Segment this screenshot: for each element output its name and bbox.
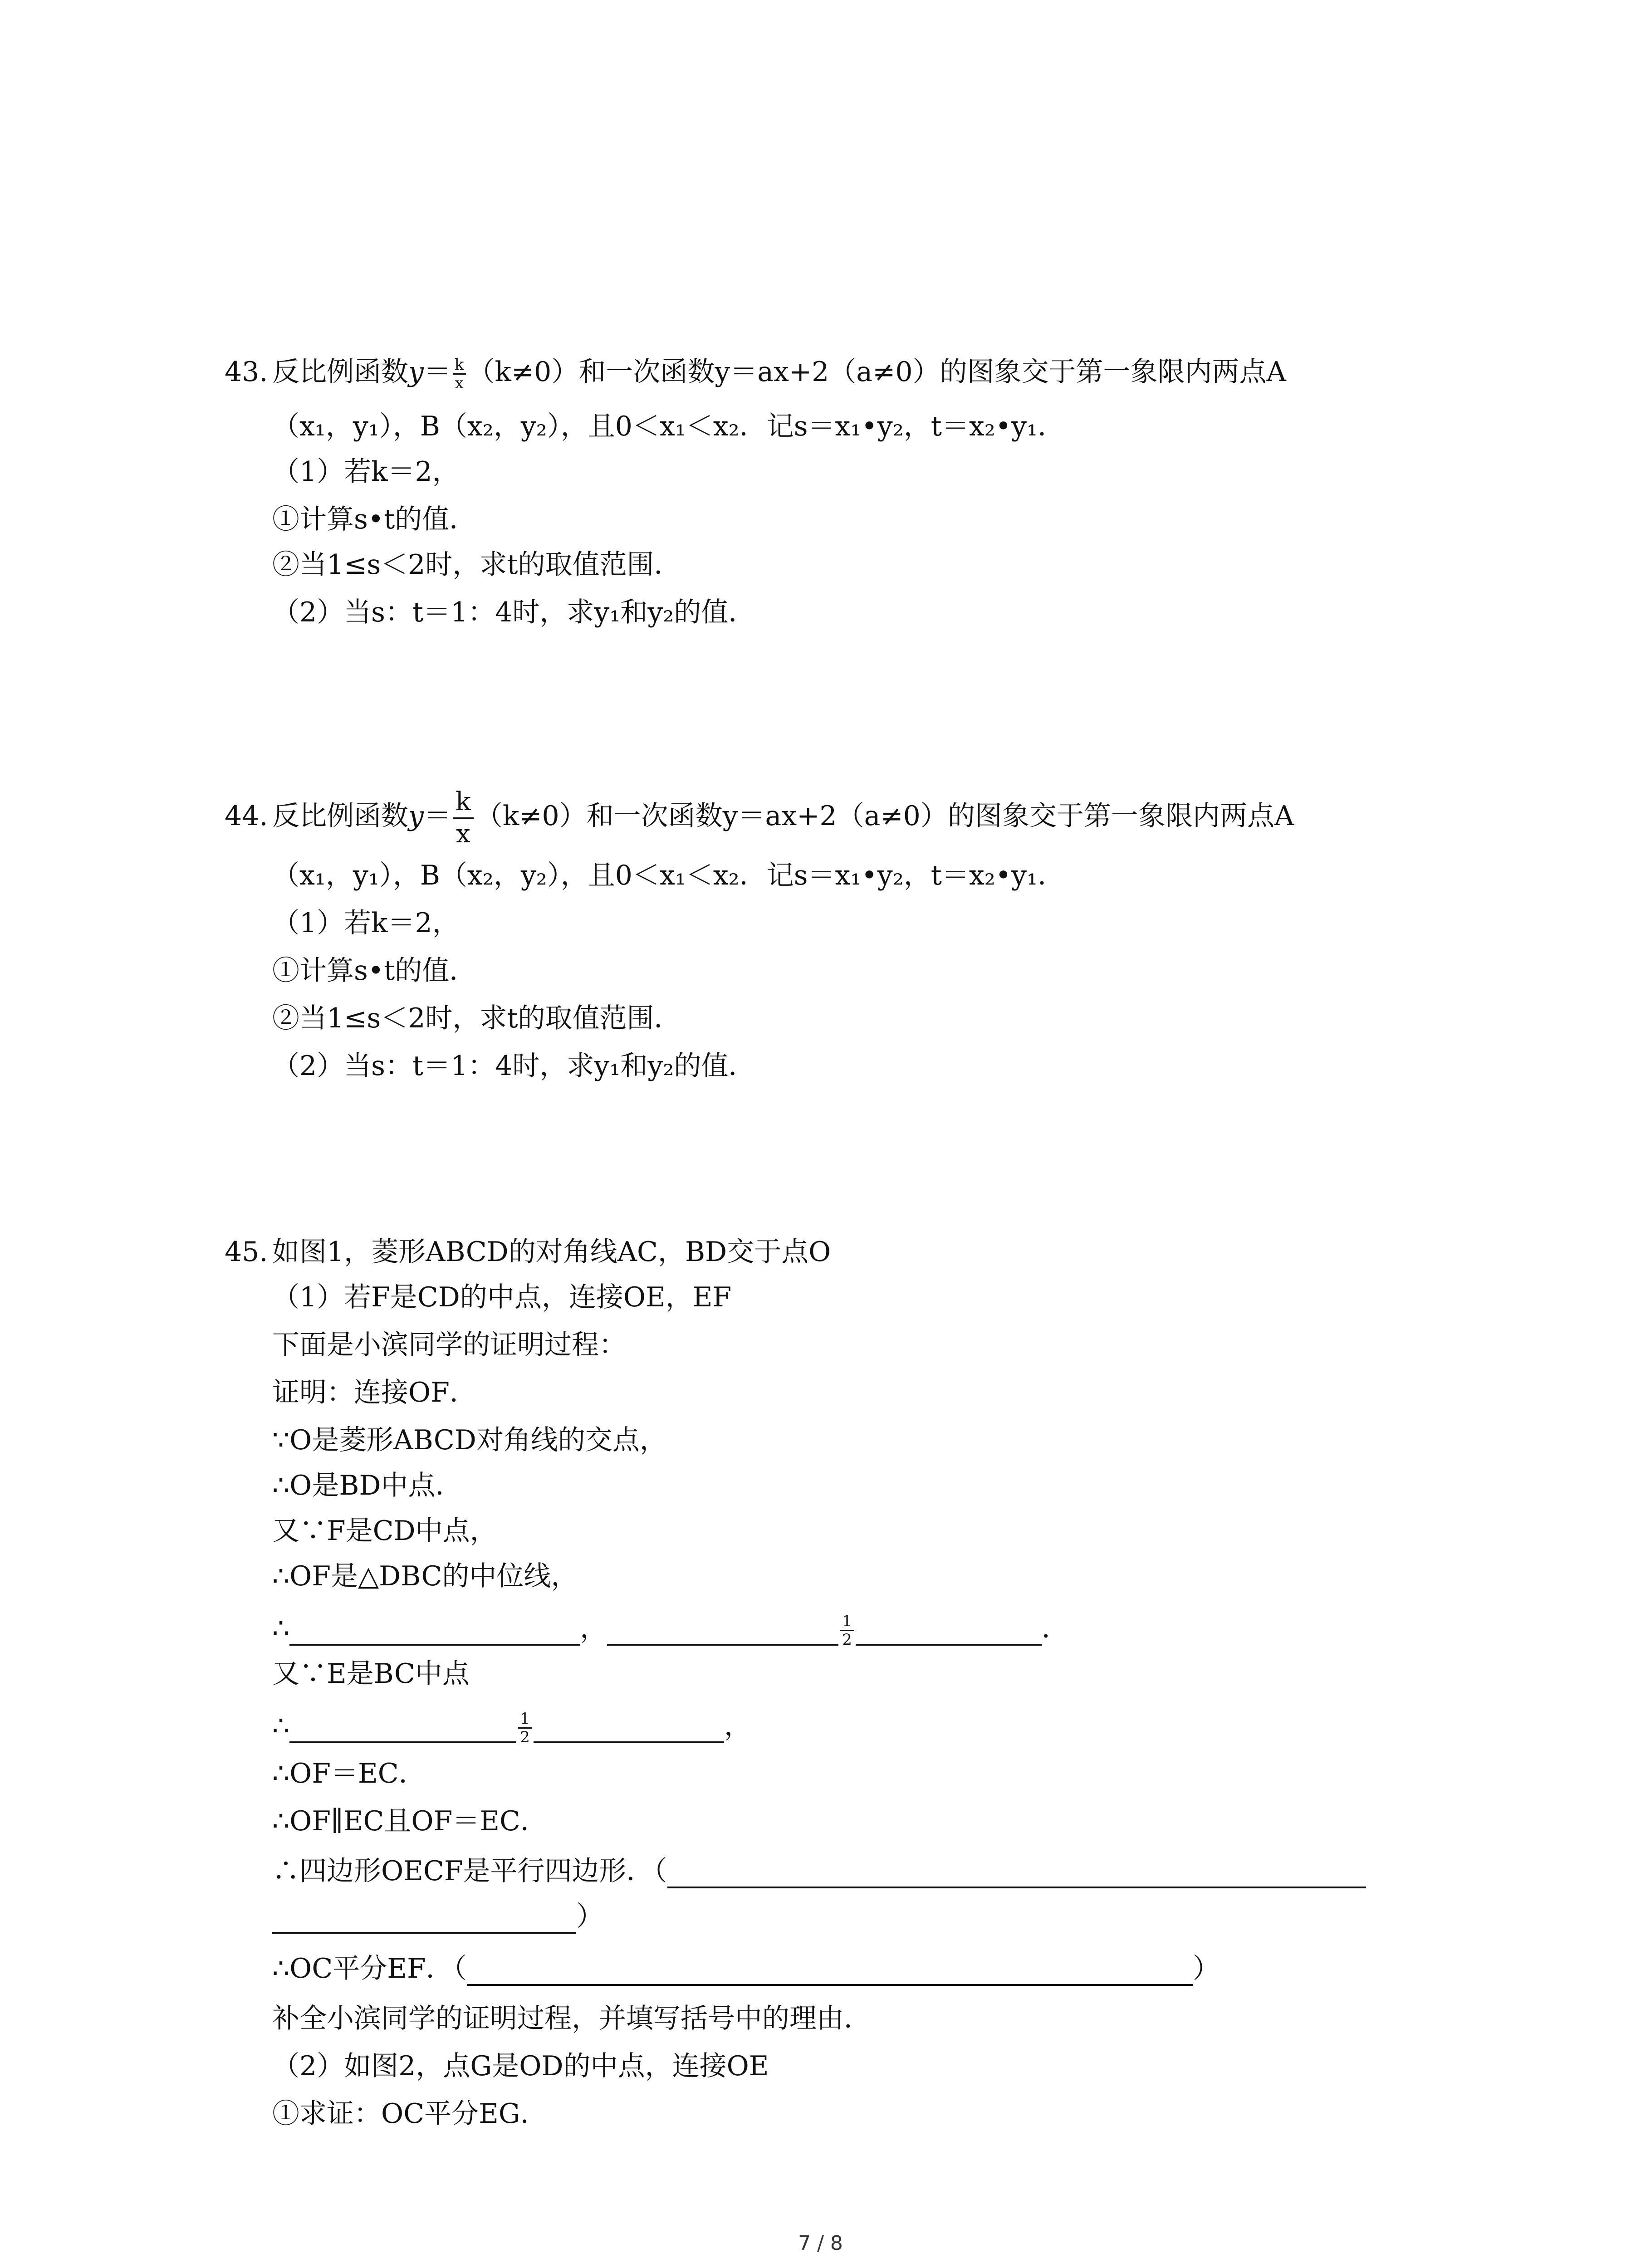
q45-line-2: （1）若F是CD的中点，连接OE，EF <box>272 1281 732 1313</box>
q44-line-5: ②当1≤s＜2时，求t的取值范围． <box>272 1002 681 1034</box>
q43-number: 43. <box>225 356 268 388</box>
q45-line-12: ∴OF＝EC． <box>272 1758 426 1789</box>
fraction-k-over-x: $\frac{k}{x}$ <box>453 789 474 847</box>
q45-line-4: 证明：连接OF． <box>272 1377 477 1408</box>
q44-line-4: ①计算s•t的值． <box>272 955 477 987</box>
fraction-k-over-x: $\frac{k}{x}$ <box>453 357 466 391</box>
q45-number: 45. <box>225 1236 268 1268</box>
q45-line-16: ∴OC平分EF．（ ） <box>272 1946 1220 1991</box>
q45-line-8: ∴OF是△DBC的中位线， <box>272 1560 578 1592</box>
answer-blank[interactable] <box>289 1612 580 1646</box>
q45-line-7: 又∵F是CD中点， <box>272 1515 497 1547</box>
answer-blank[interactable] <box>607 1612 838 1646</box>
q45-line-13: ∴OF∥EC且OF＝EC． <box>272 1805 548 1837</box>
q44-line-3: （1）若k＝2， <box>272 907 460 939</box>
q45-line-15: ） <box>272 1894 603 1939</box>
q43-line-4: ①计算s•t的值． <box>272 503 477 535</box>
q44-number: 44. <box>225 800 268 832</box>
q44-line-2: （x₁，y₁），B（x₂，y₂），且0＜x₁＜x₂．记s＝x₁•y₂，t＝x₂•y₁． <box>272 860 1065 891</box>
q43-line-5: ②当1≤s＜2时，求t的取值范围． <box>272 549 681 581</box>
q45-line-17: 补全小滨同学的证明过程，并填写括号中的理由． <box>272 2003 871 2034</box>
q45-line-14: ∴四边形OECF是平行四边形．（ <box>272 1848 1366 1894</box>
fraction-one-half: $\frac{1}{2}$ <box>518 1711 532 1745</box>
q45-line-19: ①求证：OC平分EG． <box>272 2098 548 2130</box>
answer-blank[interactable] <box>272 1900 576 1934</box>
q44-line-6: （2）当s：t＝1：4时，求y₁和y₂的值． <box>272 1050 756 1082</box>
q43-line-6: （2）当s：t＝1：4时，求y₁和y₂的值． <box>272 596 756 628</box>
answer-blank[interactable] <box>856 1612 1042 1646</box>
q43-line-1: 43. 反比例函数y＝ $\frac{k}{x}$ （k≠0）和一次函数y＝ax+2（a≠0）的图象交于第一象限内两点A <box>225 349 1286 395</box>
page-number: 7 / 8 <box>798 2232 843 2255</box>
q45-line-5: ∵O是菱形ABCD对角线的交点， <box>272 1424 667 1456</box>
answer-blank[interactable] <box>289 1710 516 1743</box>
q45-line-9: ∴ ， $\frac{1}{2}$ ． <box>272 1612 1069 1649</box>
fraction-one-half: $\frac{1}{2}$ <box>840 1613 854 1647</box>
answer-blank[interactable] <box>467 1952 1193 1986</box>
q43-line-2: （x₁，y₁），B（x₂，y₂），且0＜x₁＜x₂．记s＝x₁•y₂，t＝x₂•y₁． <box>272 411 1065 442</box>
q45-line-11: ∴ $\frac{1}{2}$ ， <box>272 1709 751 1746</box>
q43-line-3: （1）若k＝2， <box>272 456 460 488</box>
answer-blank[interactable] <box>667 1855 1366 1888</box>
q45-line-10: 又∵E是BC中点 <box>272 1658 470 1690</box>
q45-line-18: （2）如图2，点G是OD的中点，连接OE <box>272 2050 769 2082</box>
answer-blank[interactable] <box>534 1710 724 1743</box>
q45-line-6: ∴O是BD中点． <box>272 1470 463 1501</box>
q44-line-1: 44. 反比例函数y＝ $\frac{k}{x}$ （k≠0）和一次函数y＝ax+2（a≠0）的图象交于第一象限内两点A <box>225 787 1294 849</box>
q45-line-1: 45. 如图1，菱形ABCD的对角线AC，BD交于点O <box>225 1229 831 1275</box>
q45-line-3: 下面是小滨同学的证明过程： <box>272 1329 626 1361</box>
